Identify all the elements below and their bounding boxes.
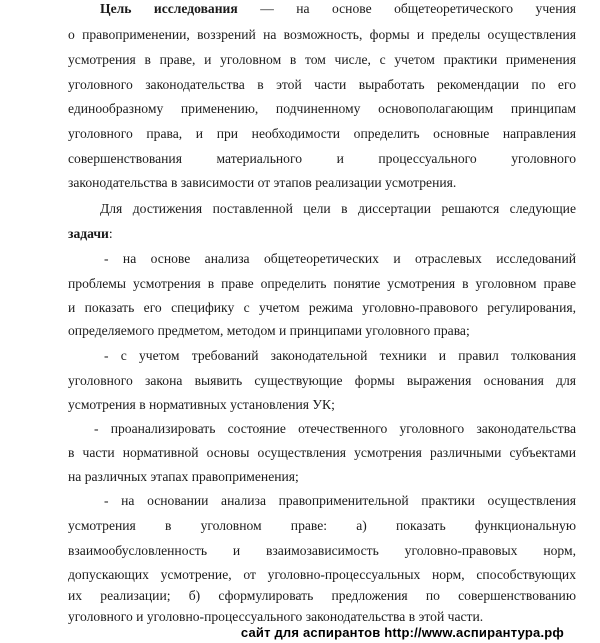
task-item-line: на различных этапах правоприменения;	[68, 469, 299, 484]
goal-lead: Цель исследования	[100, 1, 238, 16]
goal-first-line-text: на основе общетеоретического учения	[296, 1, 576, 16]
task-item-line: допускающих усмотрение, от уголовно-процессуальных норм, способствующих	[68, 567, 576, 582]
tasks-label-text: задачи	[68, 226, 109, 241]
tasks-label	[68, 225, 576, 243]
tasks-label-colon: :	[108, 226, 113, 241]
task-item-line: их реализации; б) сформулировать предложения по совершенствованию	[68, 588, 576, 603]
task-item-line: в части нормативной основы осуществления усмотрения различными субъектами	[68, 445, 576, 460]
goal-dash: —	[237, 1, 297, 16]
text-line: уголовного права, и при необходимости определить основные направления	[68, 126, 576, 141]
text-line: усмотрения в праве, и уголовном в том числе, с учетом практики применения	[68, 52, 576, 67]
task-item-line: уголовного и уголовно-процессуального законодательства в этой части.	[68, 609, 484, 624]
task-item-line: усмотрения в нормативных установления УК;	[68, 397, 335, 412]
tasks-intro-line: Для достижения поставленной цели в диссертации решаются следующие	[100, 201, 576, 216]
task-item-line: - с учетом требований законодательной техники и правил толкования	[104, 348, 576, 363]
task-item-line: и показать его специфику с учетом режима уголовно-правового регулирования,	[68, 300, 576, 315]
task-item-line: проблемы усмотрения в праве определить понятие усмотрения в уголовном праве	[68, 276, 576, 291]
task-item-line: - на основании анализа правоприменительной практики осуществления	[104, 493, 576, 508]
text-line: совершенствования материального и процессуального уголовного	[68, 151, 576, 166]
text-line: уголовного законодательства в этой части выработать рекомендации по его	[68, 77, 576, 92]
task-item-line: - проанализировать состояние отечественного уголовного законодательства	[94, 421, 576, 436]
task-item-line: - на основе анализа общетеоретических и отраслевых исследований	[104, 251, 576, 266]
goal-first-line	[100, 0, 576, 18]
task-item-line: усмотрения в уголовном праве: а) показать функциональную	[68, 518, 576, 533]
text-line: единообразному применению, подчиненному основополагающим принципам	[68, 101, 576, 116]
text-line: о правоприменении, воззрений на возможность, формы и пределы осуществления	[68, 27, 576, 42]
text-line: законодательства в зависимости от этапов реализации усмотрения.	[68, 175, 457, 190]
task-item-line: определяемого предметом, методом и принципами уголовного права;	[68, 323, 470, 338]
site-footer: сайт для аспирантов http://www.аспирантура.рф	[240, 625, 564, 640]
task-item-line: взаимообусловленность и взаимозависимость уголовно-правовых норм,	[68, 543, 576, 558]
task-item-line: уголовного закона выявить существующие формы выражения основания для	[68, 373, 576, 388]
